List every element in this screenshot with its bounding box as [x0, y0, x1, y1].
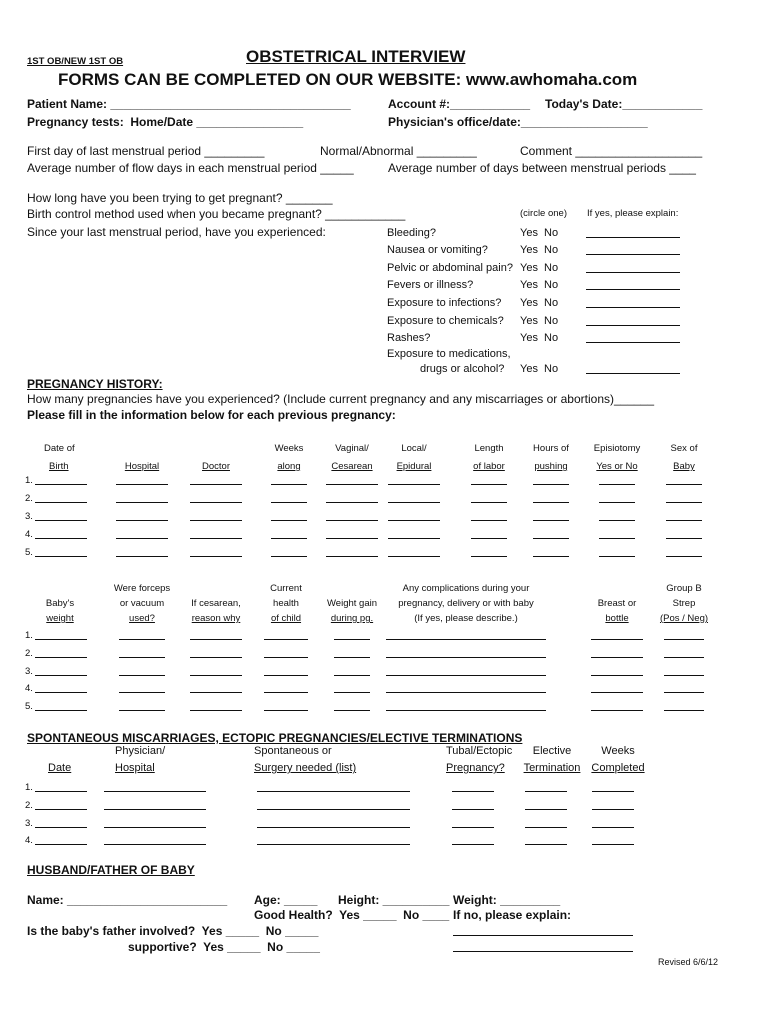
table1-cell-blank[interactable] — [271, 484, 307, 485]
table2-cell-blank[interactable] — [264, 675, 308, 676]
misc-cell-blank[interactable] — [592, 791, 634, 792]
table1-header-top: Length — [474, 443, 504, 454]
table1-header-bottom: of labor — [473, 461, 505, 472]
table1-cell-blank[interactable] — [35, 520, 87, 521]
table2-cell-blank[interactable] — [264, 692, 308, 693]
misc-header-bottom: Surgery needed (list) — [254, 762, 357, 774]
table1-cell-blank[interactable] — [666, 484, 702, 485]
table2-header-line1: Were forceps — [113, 583, 171, 594]
table2-cell-blank[interactable] — [119, 692, 165, 693]
misc-header-top: Weeks — [601, 745, 635, 757]
table2-cell-blank[interactable] — [264, 639, 308, 640]
miscarriages-heading: SPONTANEOUS MISCARRIAGES, ECTOPIC PREGNANCIES/ELECTIVE TERMINATIONS — [27, 731, 523, 745]
table2-cell-blank[interactable] — [386, 657, 546, 658]
table1-cell-blank[interactable] — [271, 556, 307, 557]
table2-cell-blank[interactable] — [35, 692, 87, 693]
physician-office-field[interactable]: Physician's office/date:___________________ — [388, 115, 648, 129]
misc-header-top: Physician/ — [115, 745, 166, 757]
todays-date-field[interactable]: Today's Date:____________ — [545, 97, 703, 111]
since-lmp-label: Since your last menstrual period, have you experienced: — [27, 225, 326, 239]
table2-header-line3: reason why — [191, 613, 241, 624]
misc-cell-blank[interactable] — [452, 844, 494, 845]
table1-cell-blank[interactable] — [116, 484, 168, 485]
flow-days-field[interactable]: Average number of flow days in each menstrual period _____ — [27, 161, 354, 175]
misc-header-bottom: Hospital — [115, 762, 155, 774]
table1-cell-blank[interactable] — [35, 538, 87, 539]
row-number: 3. — [25, 666, 33, 677]
table1-cell-blank[interactable] — [533, 502, 569, 503]
table2-header-line2: pregnancy, delivery or with baby — [398, 598, 534, 609]
row-number: 1. — [25, 475, 33, 486]
table2-cell-blank[interactable] — [386, 710, 546, 711]
symptom-explain-blank[interactable] — [586, 342, 680, 343]
misc-cell-blank[interactable] — [525, 791, 567, 792]
misc-header-bottom: Termination — [523, 762, 581, 774]
form-code: 1ST OB/NEW 1ST OB — [27, 56, 124, 67]
father-heading: HUSBAND/FATHER OF BABY — [27, 863, 195, 877]
misc-cell-blank[interactable] — [525, 827, 567, 828]
table1-cell-blank[interactable] — [326, 502, 378, 503]
symptom-no-option[interactable]: No — [544, 279, 559, 291]
misc-cell-blank[interactable] — [257, 809, 410, 810]
table1-header-top: Local/ — [401, 443, 427, 454]
table1-cell-blank[interactable] — [190, 556, 242, 557]
table2-cell-blank[interactable] — [664, 692, 704, 693]
patient-name-field[interactable]: Patient Name: ____________________________________ — [27, 97, 351, 111]
medications-explain-blank[interactable] — [586, 373, 680, 374]
table1-cell-blank[interactable] — [388, 538, 440, 539]
table1-header-top: Sex of — [670, 443, 698, 454]
table1-cell-blank[interactable] — [326, 538, 378, 539]
row-number: 5. — [25, 547, 33, 558]
table2-cell-blank[interactable] — [664, 657, 704, 658]
table1-header-bottom: pushing — [534, 461, 568, 472]
table2-cell-blank[interactable] — [591, 675, 643, 676]
table2-header-line2: Strep — [672, 598, 696, 609]
symptom-explain-blank[interactable] — [586, 307, 680, 308]
table2-cell-blank[interactable] — [35, 710, 87, 711]
misc-cell-blank[interactable] — [592, 844, 634, 845]
table2-header-line3: bottle — [605, 613, 629, 624]
table1-cell-blank[interactable] — [116, 502, 168, 503]
table2-cell-blank[interactable] — [35, 639, 87, 640]
table1-cell-blank[interactable] — [599, 484, 635, 485]
symptom-yes-option[interactable]: Yes — [520, 279, 538, 291]
table1-header-top: Weeks — [274, 443, 304, 454]
symptom-yes-option[interactable]: Yes — [520, 297, 538, 309]
table1-header-top: Date of — [44, 443, 75, 454]
symptom-label: Pelvic or abdominal pain? — [387, 262, 513, 274]
row-number: 1. — [25, 630, 33, 641]
father-involved-field[interactable]: Is the baby's father involved? Yes _____ No _____ — [27, 924, 319, 938]
table2-cell-blank[interactable] — [334, 710, 370, 711]
symptom-explain-blank[interactable] — [586, 289, 680, 290]
table1-cell-blank[interactable] — [190, 484, 242, 485]
table2-header-line2: Weight gain — [327, 598, 377, 609]
row-number: 1. — [25, 782, 33, 793]
father-explain-blank-1[interactable] — [453, 935, 633, 936]
table2-header-line2: If cesarean, — [191, 598, 241, 609]
symptom-no-option[interactable]: No — [544, 297, 559, 309]
row-number: 2. — [25, 800, 33, 811]
table1-cell-blank[interactable] — [116, 520, 168, 521]
symptom-yes-option[interactable]: Yes — [520, 227, 538, 239]
form-subtitle: FORMS CAN BE COMPLETED ON OUR WEBSITE: www.awhomaha.com — [58, 70, 638, 89]
trying-duration-field[interactable]: How long have you been trying to get pregnant? _______ — [27, 191, 333, 205]
table1-cell-blank[interactable] — [533, 484, 569, 485]
table1-cell-blank[interactable] — [116, 556, 168, 557]
table1-cell-blank[interactable] — [190, 538, 242, 539]
misc-cell-blank[interactable] — [104, 827, 206, 828]
misc-cell-blank[interactable] — [104, 809, 206, 810]
table2-cell-blank[interactable] — [386, 639, 546, 640]
table1-header-top: Episiotomy — [593, 443, 641, 454]
symptom-yes-option[interactable]: Yes — [520, 244, 538, 256]
misc-cell-blank[interactable] — [525, 844, 567, 845]
father-health-field[interactable]: Good Health? Yes _____ No ____ — [254, 908, 450, 922]
misc-header-top: Tubal/Ectopic — [446, 745, 513, 757]
symptom-label: Exposure to infections? — [387, 297, 502, 309]
row-number: 3. — [25, 511, 33, 522]
symptom-explain-blank[interactable] — [586, 325, 680, 326]
row-number: 2. — [25, 493, 33, 504]
table1-cell-blank[interactable] — [35, 556, 87, 557]
table1-cell-blank[interactable] — [533, 538, 569, 539]
table1-cell-blank[interactable] — [599, 538, 635, 539]
table2-cell-blank[interactable] — [334, 692, 370, 693]
misc-header-top: Elective — [532, 745, 572, 757]
pregnancy-history-heading: PREGNANCY HISTORY: — [27, 377, 163, 391]
table1-header-bottom: Doctor — [202, 461, 230, 472]
table2-header-line3: used? — [129, 613, 155, 624]
table1-cell-blank[interactable] — [471, 556, 507, 557]
father-name-field[interactable]: Name: ________________________ — [27, 893, 228, 907]
table2-cell-blank[interactable] — [386, 692, 546, 693]
table2-cell-blank[interactable] — [119, 710, 165, 711]
table2-cell-blank[interactable] — [664, 675, 704, 676]
misc-cell-blank[interactable] — [257, 791, 410, 792]
table1-cell-blank[interactable] — [271, 502, 307, 503]
row-number: 5. — [25, 701, 33, 712]
symptom-label: Bleeding? — [387, 227, 436, 239]
table1-cell-blank[interactable] — [666, 538, 702, 539]
table1-cell-blank[interactable] — [471, 502, 507, 503]
symptom-label: Rashes? — [387, 332, 431, 344]
table1-cell-blank[interactable] — [599, 556, 635, 557]
table1-cell-blank[interactable] — [666, 520, 702, 521]
misc-header-top: Spontaneous or — [254, 745, 332, 757]
row-number: 4. — [25, 529, 33, 540]
father-explain-label: If no, please explain: — [453, 908, 572, 922]
table1-header-top: Vaginal/ — [335, 443, 369, 454]
father-weight-field[interactable]: Weight: _________ — [453, 893, 561, 907]
misc-header-bottom: Pregnancy? — [446, 762, 505, 774]
table2-cell-blank[interactable] — [591, 657, 643, 658]
table1-cell-blank[interactable] — [326, 484, 378, 485]
table1-cell-blank[interactable] — [533, 520, 569, 521]
table1-cell-blank[interactable] — [471, 484, 507, 485]
table2-header-line3: during pg. — [330, 613, 374, 624]
table1-cell-blank[interactable] — [35, 502, 87, 503]
circle-one-label: (circle one) — [520, 208, 567, 219]
table1-header-bottom: Epidural — [396, 461, 432, 472]
misc-cell-blank[interactable] — [104, 791, 206, 792]
table2-cell-blank[interactable] — [190, 639, 242, 640]
pregnancy-tests-field[interactable]: Pregnancy tests: Home/Date ________________ — [27, 115, 304, 129]
symptom-no-option[interactable]: No — [544, 244, 559, 256]
table1-cell-blank[interactable] — [271, 538, 307, 539]
row-number: 4. — [25, 835, 33, 846]
table2-cell-blank[interactable] — [190, 710, 242, 711]
table2-header-line3: of child — [270, 613, 302, 624]
table1-cell-blank[interactable] — [388, 556, 440, 557]
table2-cell-blank[interactable] — [190, 657, 242, 658]
table2-header-line2: Baby's — [45, 598, 75, 609]
table1-header-bottom: Baby — [673, 461, 695, 472]
table2-cell-blank[interactable] — [264, 657, 308, 658]
table1-cell-blank[interactable] — [471, 520, 507, 521]
table2-cell-blank[interactable] — [190, 675, 242, 676]
father-explain-blank-2[interactable] — [453, 951, 633, 952]
table1-header-top: Hours of — [533, 443, 569, 454]
father-height-field[interactable]: Height: __________ — [338, 893, 450, 907]
misc-header-bottom: Date — [48, 762, 72, 774]
misc-cell-blank[interactable] — [592, 827, 634, 828]
symptom-yes-option[interactable]: Yes — [520, 315, 538, 327]
table1-cell-blank[interactable] — [599, 502, 635, 503]
table2-header-line3: (Pos / Neg) — [659, 613, 709, 624]
table2-cell-blank[interactable] — [334, 639, 370, 640]
table2-cell-blank[interactable] — [591, 639, 643, 640]
table2-cell-blank[interactable] — [664, 639, 704, 640]
table1-header-bottom: along — [277, 461, 301, 472]
table2-header-line3: weight — [46, 613, 74, 624]
table2-cell-blank[interactable] — [119, 639, 165, 640]
misc-cell-blank[interactable] — [257, 827, 410, 828]
first-day-lmp-field[interactable]: First day of last menstrual period _________ — [27, 144, 265, 158]
misc-cell-blank[interactable] — [35, 827, 87, 828]
table1-cell-blank[interactable] — [271, 520, 307, 521]
symptom-no-option[interactable]: No — [544, 262, 559, 274]
misc-cell-blank[interactable] — [452, 827, 494, 828]
table1-cell-blank[interactable] — [471, 538, 507, 539]
table1-cell-blank[interactable] — [116, 538, 168, 539]
table1-cell-blank[interactable] — [599, 520, 635, 521]
table2-header-line1: Current — [270, 583, 302, 594]
table1-cell-blank[interactable] — [666, 502, 702, 503]
row-number: 2. — [25, 648, 33, 659]
table2-header-line1: Group B — [666, 583, 702, 594]
table2-cell-blank[interactable] — [119, 657, 165, 658]
revised-date: Revised 6/6/12 — [658, 957, 719, 967]
misc-cell-blank[interactable] — [257, 844, 410, 845]
misc-cell-blank[interactable] — [452, 791, 494, 792]
medications-label-line1: Exposure to medications, — [387, 348, 511, 360]
row-number: 3. — [25, 818, 33, 829]
misc-cell-blank[interactable] — [35, 791, 87, 792]
table2-header-line3: (If yes, please describe.) — [414, 613, 518, 624]
symptom-label: Nausea or vomiting? — [387, 244, 488, 256]
misc-cell-blank[interactable] — [104, 844, 206, 845]
table1-header-bottom: Birth — [49, 461, 69, 472]
birth-control-field[interactable]: Birth control method used when you became pregnant? ____________ — [27, 207, 406, 221]
days-between-field[interactable]: Average number of days between menstrual periods ____ — [388, 161, 696, 175]
comment-field[interactable]: Comment ___________________ — [520, 144, 703, 158]
misc-header-bottom: Completed — [591, 762, 645, 774]
table2-header-line2: Breast or — [597, 598, 637, 609]
symptom-no-option[interactable]: No — [544, 332, 559, 344]
row-number: 4. — [25, 683, 33, 694]
symptom-yes-option[interactable]: Yes — [520, 262, 538, 274]
misc-cell-blank[interactable] — [592, 809, 634, 810]
medications-label-line2: drugs or alcohol? — [420, 363, 505, 375]
pregnancy-count-field[interactable]: How many pregnancies have you experienced? (Include current pregnancy and any miscarriages or abortions)______ — [27, 392, 655, 406]
table2-cell-blank[interactable] — [264, 710, 308, 711]
table2-cell-blank[interactable] — [190, 692, 242, 693]
table1-cell-blank[interactable] — [388, 484, 440, 485]
symptom-no-option[interactable]: No — [544, 315, 559, 327]
symptom-no-option[interactable]: No — [544, 227, 559, 239]
symptom-label: Exposure to chemicals? — [387, 315, 504, 327]
table1-header-bottom: Yes or No — [596, 461, 638, 472]
father-age-field[interactable]: Age: _____ — [254, 893, 318, 907]
table1-header-bottom: Cesarean — [331, 461, 373, 472]
table1-cell-blank[interactable] — [326, 556, 378, 557]
misc-cell-blank[interactable] — [525, 809, 567, 810]
table2-header-line2: health — [273, 598, 299, 609]
fill-instruction: Please fill in the information below for each previous pregnancy: — [27, 408, 396, 422]
medications-yes-option[interactable]: Yes — [520, 363, 538, 375]
table2-cell-blank[interactable] — [591, 710, 643, 711]
misc-cell-blank[interactable] — [35, 809, 87, 810]
form-title: OBSTETRICAL INTERVIEW — [246, 47, 466, 66]
table2-cell-blank[interactable] — [35, 675, 87, 676]
table2-header-line1: Any complications during your — [402, 583, 530, 594]
table2-cell-blank[interactable] — [386, 675, 546, 676]
father-supportive-field[interactable]: supportive? Yes _____ No _____ — [128, 940, 320, 954]
table2-cell-blank[interactable] — [119, 675, 165, 676]
table1-cell-blank[interactable] — [388, 502, 440, 503]
account-number-field[interactable]: Account #:____________ — [388, 97, 531, 111]
symptom-explain-blank[interactable] — [586, 254, 680, 255]
table1-header-bottom: Hospital — [124, 461, 160, 472]
table1-cell-blank[interactable] — [35, 484, 87, 485]
table2-cell-blank[interactable] — [334, 657, 370, 658]
misc-cell-blank[interactable] — [35, 844, 87, 845]
symptom-explain-blank[interactable] — [586, 272, 680, 273]
table1-cell-blank[interactable] — [190, 520, 242, 521]
table2-cell-blank[interactable] — [664, 710, 704, 711]
misc-cell-blank[interactable] — [452, 809, 494, 810]
explain-label: If yes, please explain: — [587, 208, 679, 219]
normal-abnormal-field[interactable]: Normal/Abnormal _________ — [320, 144, 477, 158]
table2-cell-blank[interactable] — [334, 675, 370, 676]
medications-no-option[interactable]: No — [544, 363, 559, 375]
table1-cell-blank[interactable] — [326, 520, 378, 521]
symptom-explain-blank[interactable] — [586, 237, 680, 238]
symptom-yes-option[interactable]: Yes — [520, 332, 538, 344]
table2-header-line2: or vacuum — [119, 598, 165, 609]
table1-cell-blank[interactable] — [190, 502, 242, 503]
table2-cell-blank[interactable] — [35, 657, 87, 658]
table2-cell-blank[interactable] — [591, 692, 643, 693]
table1-cell-blank[interactable] — [388, 520, 440, 521]
symptom-label: Fevers or illness? — [387, 279, 474, 291]
table1-cell-blank[interactable] — [666, 556, 702, 557]
table1-cell-blank[interactable] — [533, 556, 569, 557]
